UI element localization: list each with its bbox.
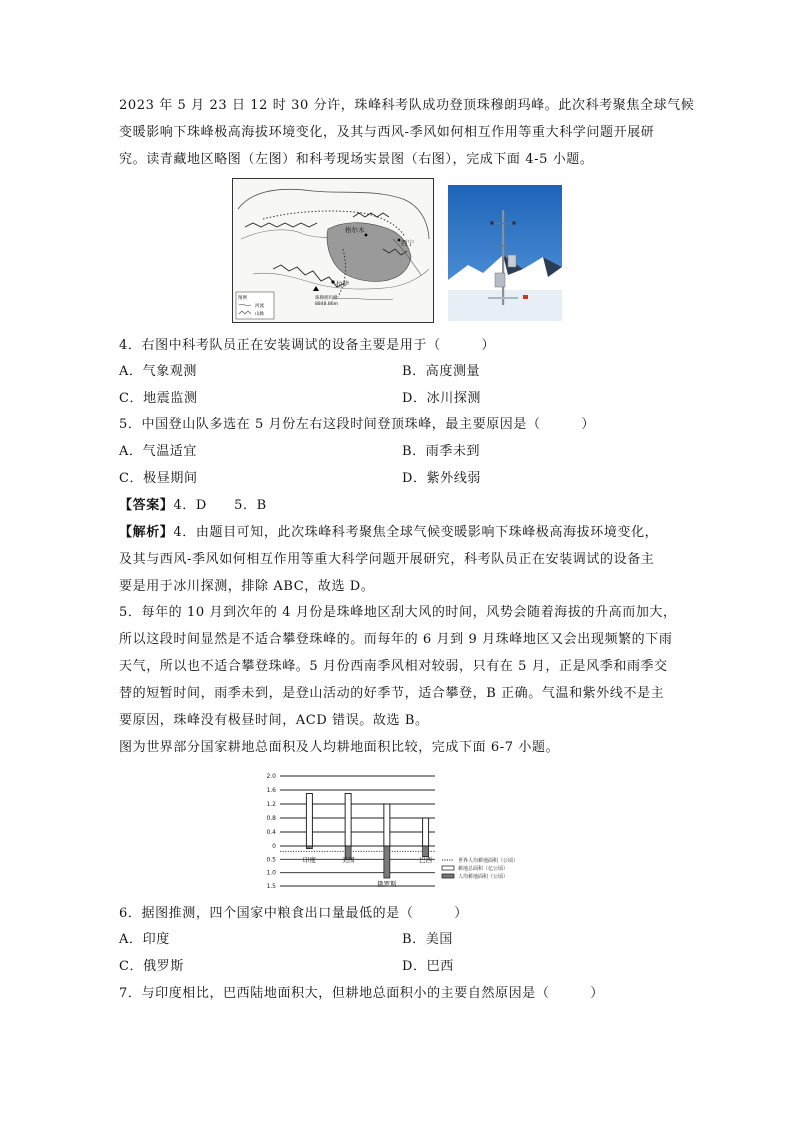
map-label-geermu: 格尔木: [345, 226, 365, 234]
intro2-line: 图为世界部分国家耕地总面积及人均耕地面积比较，完成下面 6-7 小题。: [119, 740, 560, 755]
q6-option-c: C．俄罗斯: [119, 959, 184, 974]
map-legend-title: 图例: [238, 296, 247, 301]
q4-option-a: A．气象观测: [119, 364, 197, 379]
q5-option-d: D．紫外线弱: [402, 471, 482, 486]
farmland-chart: [250, 768, 550, 898]
q5-option-a: A．气温适宜: [119, 444, 197, 459]
q6-option-b: B．美国: [402, 932, 453, 947]
y-tick-label: 1.0: [266, 869, 276, 877]
y-tick-label: 1.6: [266, 787, 276, 794]
answer-tag: 【答案】: [119, 498, 174, 513]
map-label-lasa: 拉萨: [336, 280, 349, 288]
legend-total-swatch: [442, 866, 454, 870]
map-legend-river: 河流: [255, 304, 264, 309]
category-label: 巴西: [419, 856, 433, 864]
q6-option-d: D．巴西: [402, 959, 454, 974]
answer-line: [119, 496, 267, 516]
map-label-peak-height: 8848.86m: [315, 302, 338, 307]
q5-option-c: C．极昼期间: [119, 471, 198, 486]
category-label: 印度: [302, 856, 316, 864]
q4-option-b: B．高度测量: [402, 364, 481, 379]
bar-total-3: [423, 818, 429, 846]
bar-total-2: [384, 804, 390, 846]
q4-option-c: C．地震监测: [119, 391, 198, 406]
analysis-line-2: 及其与西风-季风如何相互作用等重大科学问题开展研究，科考队员正在安装调试的设备主: [119, 552, 655, 567]
q4-option-d: D．冰川探测: [402, 391, 482, 406]
answer-text: 4．D 5．B: [173, 498, 267, 513]
legend-per-capita-swatch: [442, 874, 454, 878]
map-legend-mountain: 山脉: [255, 312, 264, 317]
y-tick-label: 0: [272, 843, 276, 850]
intro-line-2: 变暖影响下珠峰极高海拔环境变化，及其与西风-季风如何相互作用等重大科学问题开展研: [119, 125, 655, 140]
analysis-line-5: 所以这段时间显然是不适合攀登珠峰的。而每年的 6 月到 9 月珠峰地区又会出现频繁的下雨: [119, 632, 673, 647]
q6-stem: 6．据图推测，四个国家中粮食出口量最低的是（ ）: [119, 906, 468, 921]
analysis-line-1: [119, 523, 658, 543]
legend-total-label: 耕地总面积（亿公顷）: [458, 866, 509, 872]
tibet-map-figure: [232, 178, 434, 323]
category-label: 美国: [341, 856, 355, 864]
y-tick-label: 1.2: [266, 801, 276, 808]
y-tick-label: 0.5: [266, 856, 276, 864]
map-label-peak: 珠穆朗玛峰: [315, 296, 338, 301]
analysis-line-3: 要是用于冰川探测，排除 ABC，故选 D。: [119, 579, 375, 594]
analysis-line-8: 要原因，珠峰没有极昼时间，ACD 错误。故选 B。: [119, 713, 429, 728]
map-label-xining: 西宁: [401, 239, 414, 247]
bar-per-capita-2: [384, 846, 390, 878]
q6-option-a: A．印度: [119, 932, 170, 947]
field-station-photo: [448, 185, 562, 321]
intro-line-3: 究。读青藏地区略图（左图）和科考现场实景图（右图），完成下面 4-5 小题。: [119, 152, 594, 167]
q4-stem: 4．右图中科考队员正在安装调试的设备主要是用于（ ）: [119, 338, 496, 353]
map-legend: [236, 292, 274, 319]
analysis-line-6: 天气，所以也不适合攀登珠峰。5 月份西南季风相对较弱，只有在 5 月，正是风季和雨季交: [119, 659, 668, 674]
category-label: 俄罗斯: [377, 880, 397, 888]
analysis-tag: 【解析】: [119, 525, 174, 540]
q7-stem: 7．与印度相比，巴西陆地面积大，但耕地总面积小的主要自然原因是（ ）: [119, 986, 604, 1001]
legend-world-label: 世界人均耕地面积（公顷）: [458, 858, 519, 864]
q5-option-b: B．雨季未到: [402, 444, 481, 459]
analysis-line-4: 5．每年的 10 月到次年的 4 月份是珠峰地区刮大风的时间，风势会随着海拔的升高而加大，: [119, 605, 677, 620]
y-tick-label: 1.5: [266, 883, 276, 890]
analysis-line-7: 替的短暂时间，雨季未到，是登山活动的好季节，适合攀登，B 正确。气温和紫外线不是主: [119, 686, 665, 701]
bar-per-capita-0: [306, 846, 312, 849]
q5-stem: 5．中国登山队多选在 5 月份左右这段时间登顶珠峰，最主要原因是（ ）: [119, 417, 596, 432]
analysis-text-1: 4．由题目可知，此次珠峰科考聚焦全球气候变暖影响下珠峰极高海拔环境变化，: [173, 525, 659, 540]
weather-station-photo: [448, 185, 562, 321]
y-tick-label: 2.0: [266, 773, 276, 780]
farmland-chart-svg: [250, 768, 550, 898]
bar-total-1: [345, 794, 351, 847]
y-tick-label: 0.8: [266, 815, 276, 822]
tibet-map: [233, 179, 433, 322]
intro-line-1: 2023 年 5 月 23 日 12 时 30 分许，珠峰科考队成功登顶珠穆朗玛峰。此次科考聚焦全球气候: [119, 98, 695, 113]
bar-total-0: [306, 794, 312, 847]
y-tick-label: 0.4: [266, 829, 276, 836]
legend-per-capita-label: 人均耕地面积（公顷）: [458, 874, 509, 880]
